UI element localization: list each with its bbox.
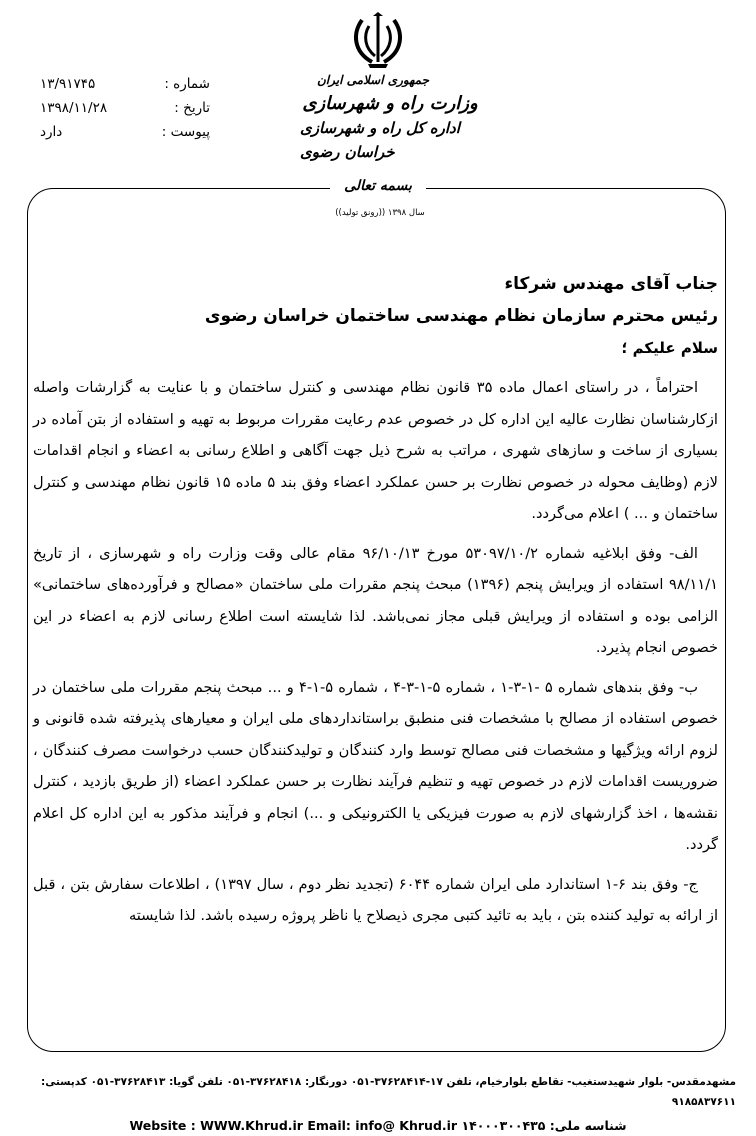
number-value: ۱۳/۹۱۷۴۵: [40, 76, 96, 92]
paragraph-be: ب- وفق بندهای شماره ۵ -۱-۳-۱ ، شماره ۵-۱-۳-۴ ، شماره ۵-۱-۴ و ... مبحث پنجم مقررات ملی ساختمان در خصوص استفاده از مصالح با مشخصات فنی منطبق براستانداردهای ملی ایران و معیارهای پذیرفته شده قانونی و لزوم ارائه ویژگیها و مشخصات فنی مصالح توسط وارد کنندگان و تولیدکنندگان حسب درخواست مصرف کنندگان ، ضروریست اقدامات لازم در خصوص تهیه و تنظیم فرآیند نظارت بر حسن عملکرد اعضاء (از طریق بازدید ، کنترل نقشه‌ها ، اخذ گزارشهای لازم به صورت فیزیکی یا الکترونیکی و ...) انجام و فرآیند مذکور به این اداره کل اعلام گردد.: [33, 678, 718, 853]
footer-website-email: Website : WWW.Khrud.ir Email: info@ Khrud.ir: [129, 1118, 458, 1133]
org-line-ministry: وزارت راه و شهرسازی: [302, 93, 478, 114]
letter-body: [33, 268, 718, 932]
footer-contact: [20, 1116, 736, 1136]
footer-address: مشهدمقدس- بلوار شهیدستغیب- تقاطع بلوارخیام، تلفن ۱۷-۳۷۶۲۸۴۱۴-۰۵۱ دورنگار: ۳۷۶۲۸۴۱۸-۰۵۱ تلفن گویا: ۳۷۶۲۸۴۱۳-۰۵۱ کدپستی: ۹۱۸۵۸۳۷۶۱۱: [41, 1076, 736, 1108]
year-motto: سال ۱۳۹۸ ((رونق تولید)): [335, 208, 425, 218]
paragraph-alef: الف- وفق ابلاغیه شماره ۵۳۰۹۷/۱۰/۲ مورخ ۹۶/۱۰/۱۳ مقام عالی وقت وزارت راه و شهرسازی ، از تاریخ ۹۸/۱۱/۱ استفاده از ویرایش پنجم (۱۳۹۶) مبحث پنجم مقررات ملی ساختمان «مصالح و فرآورده‌های ساختمانی» الزامی بوده و استفاده از ویرایش قبلی مجاز نمی‌باشد. لذا شایسته است اطلاع رسانی لازم به اعضاء در این خصوص انجام پذیرد.: [33, 544, 718, 656]
attachment-value: دارد: [40, 124, 63, 140]
attachment-row: [40, 120, 210, 144]
bismillah: بسمه تعالی: [330, 174, 426, 198]
org-line-department: اداره کل راه و شهرسازی خراسان رضوی: [300, 119, 460, 161]
iran-emblem-icon: [350, 12, 406, 70]
paragraph-intro: احتراماً ، در راستای اعمال ماده ۳۵ قانون نظام مهندسی و کنترل ساختمان و با عنایت به گزارشات واصله ازکارشناسان نظارت عالیه این اداره کل در خصوص عدم رعایت مقررات مربوط به تهیه و استفاده از بتن آماده در بسیاری از ساخت و سازهای شهری ، مراتب به شرح ذیل جهت آگاهی و اطلاع رسانی به اعضاء و انجام اقدامات لازم (وظایف محوله در خصوص نظارت بر حسن عملکرد اعضاء وفق بند ۵ ماده ۱۵ قانون نظام مهندسی و کنترل ساختمان و ... ) اعلام می‌گردد.: [33, 379, 718, 522]
date-row: [40, 96, 210, 120]
paragraph-jim: ج- وفق بند ۶-۱ استاندارد ملی ایران شماره ۶۰۴۴ (تجدید نظر دوم ، سال ۱۳۹۷) ، اطلاعات سفارش بتن ، قبل از ارائه به تولید کننده بتن ، باید به تائید کتبی مجری ذیصلاح یا ناظر پروژه رسیده باشد. لذا شایسته: [33, 875, 718, 924]
letter-meta: [40, 72, 210, 144]
number-label: شماره :: [164, 76, 210, 92]
letter-footer: [20, 1072, 736, 1136]
recipient-name: جناب آقای مهندس شرکاء: [504, 274, 718, 294]
organization-name: [300, 68, 480, 164]
footer-national-id: شناسه ملی: ۱۴۰۰۰۳۰۰۴۳۵: [461, 1118, 627, 1133]
salutation: سلام علیکم ؛: [621, 339, 718, 357]
attachment-label: پیوست :: [161, 124, 210, 140]
date-value: ۱۳۹۸/۱۱/۲۸: [40, 100, 108, 116]
recipient-title: رئیس محترم سازمان نظام مهندسی ساختمان خراسان رضوی: [204, 306, 718, 326]
org-line-country: جمهوری اسلامی ایران: [316, 73, 430, 87]
date-label: تاریخ :: [174, 100, 210, 116]
number-row: [40, 72, 210, 96]
